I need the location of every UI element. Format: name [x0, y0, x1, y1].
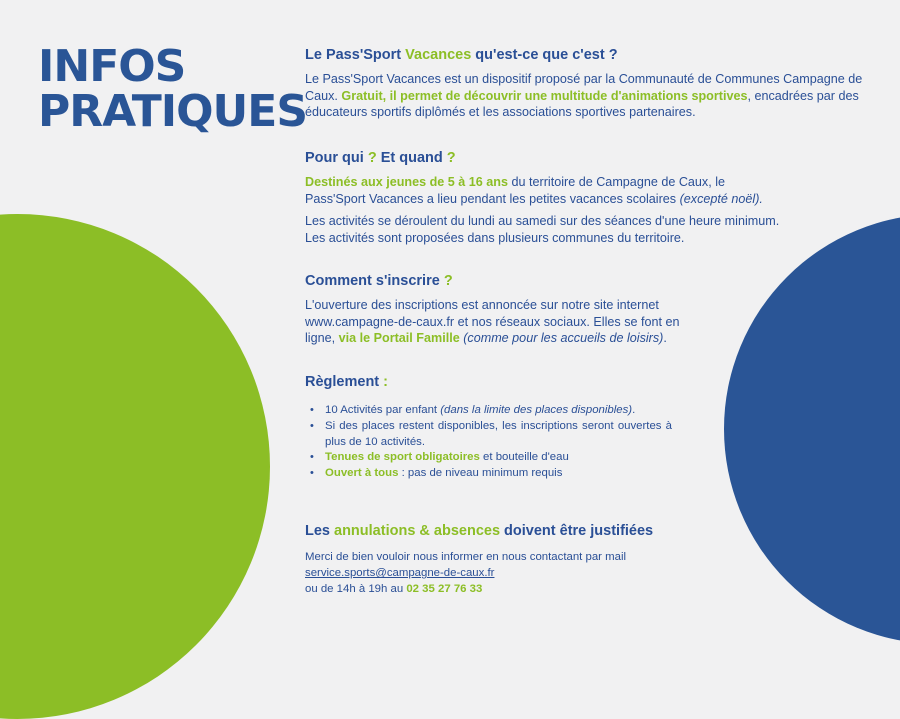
section-rules	[305, 373, 875, 482]
item-text: et bouteille d'eau	[479, 451, 569, 464]
heading-highlight: ?	[367, 150, 377, 166]
list-item	[305, 450, 672, 466]
paragraph-text: ou de 14h à 19h au	[305, 583, 407, 596]
heading-highlight: ?	[443, 273, 453, 289]
heading-text: Règlement	[305, 374, 380, 390]
section-signup-text	[305, 297, 697, 347]
section-who-text-2: Les activités se déroulent du lundi au samedi sur des séances d'une heure minimum. Les activités sont proposées dans plusieurs communes du territoire.	[305, 214, 780, 245]
section-who-text-1	[305, 174, 785, 207]
item-highlight: Ouvert à tous	[325, 467, 399, 480]
paragraph-text: Le Pass'Sport Vacances est un dispositif proposé par la Communauté de Communes Campagne de Caux.	[305, 72, 863, 103]
item-highlight: Tenues de sport obligatoires	[325, 451, 480, 464]
email-link[interactable]: service.sports@campagne-de-caux.fr	[305, 567, 495, 580]
heading-text: Comment s'inscrire	[305, 273, 444, 289]
heading-text: Pour qui	[305, 150, 368, 166]
item-text: 10 Activités par enfant	[325, 404, 441, 416]
bullet-icon: •	[310, 451, 314, 464]
heading-highlight: ?	[446, 150, 456, 166]
green-circle-decoration	[0, 214, 270, 719]
heading-text: Et quand	[376, 150, 447, 166]
paragraph-highlight: Destinés aux jeunes de 5 à 16 ans	[305, 175, 509, 189]
rules-list	[305, 403, 875, 482]
heading-text: qu'est-ce que c'est ?	[471, 47, 618, 63]
heading-text: Les	[305, 523, 335, 539]
item-text: Si des places restent disponibles, les inscriptions seront ouvertes à plus de 10 activités.	[325, 419, 672, 448]
section-who-heading	[305, 149, 875, 167]
bullet-icon: •	[310, 419, 314, 432]
item-text: : pas de niveau minimum requis	[398, 467, 563, 480]
page-title	[38, 41, 308, 137]
cancel-phone-line	[305, 581, 875, 597]
paragraph-highlight: Gratuit, il permet de découvrir une multitude d'animations sportives	[341, 88, 748, 103]
bullet-icon: •	[310, 467, 314, 480]
portail-famille-highlight: via le Portail Famille	[338, 331, 460, 345]
paragraph-italic: (comme pour les accueils de loisirs)	[463, 331, 664, 345]
section-cancel-heading	[305, 522, 875, 540]
section-who	[305, 149, 875, 246]
paragraph-text: L'ouverture des inscriptions est annoncée sur notre site internet www.campagne-de-caux.fr et nos réseaux sociaux. Elles se font en ligne,	[305, 298, 680, 345]
section-rules-heading	[305, 373, 875, 391]
paragraph-text: .	[663, 331, 667, 345]
section-what-text	[305, 71, 875, 121]
list-item	[305, 419, 672, 451]
paragraph-italic: (excepté noël).	[679, 191, 763, 206]
list-item	[305, 466, 672, 482]
item-text: .	[632, 404, 636, 416]
heading-highlight: annulations & absences	[334, 523, 501, 539]
title-line-1: INFOS	[38, 41, 186, 92]
bullet-icon: •	[310, 404, 314, 416]
section-signup-heading	[305, 272, 875, 290]
paragraph-text: , encadrées par des éducateurs sportifs diplômés et les associations sportives partenaires.	[305, 88, 859, 119]
heading-text: doivent être justifiées	[500, 523, 654, 539]
section-what	[305, 46, 875, 121]
section-cancel	[305, 522, 875, 598]
section-signup	[305, 272, 875, 347]
item-italic: (dans la limite des places disponibles)	[440, 404, 633, 416]
section-what-heading	[305, 46, 875, 64]
phone-number: 02 35 27 76 33	[406, 583, 483, 596]
paragraph-text: du territoire de Campagne de Caux, le Pass'Sport Vacances a lieu pendant les petites vacances scolaires	[305, 175, 726, 206]
cancel-line-1: Merci de bien vouloir nous informer en nous contactant par mail	[305, 551, 627, 563]
title-line-2: PRATIQUES	[38, 86, 308, 137]
heading-highlight: Vacances	[405, 47, 472, 63]
cancel-email-line	[305, 565, 875, 581]
heading-highlight: :	[379, 374, 388, 390]
heading-text: Le Pass'Sport	[305, 47, 406, 63]
list-item	[305, 403, 672, 419]
